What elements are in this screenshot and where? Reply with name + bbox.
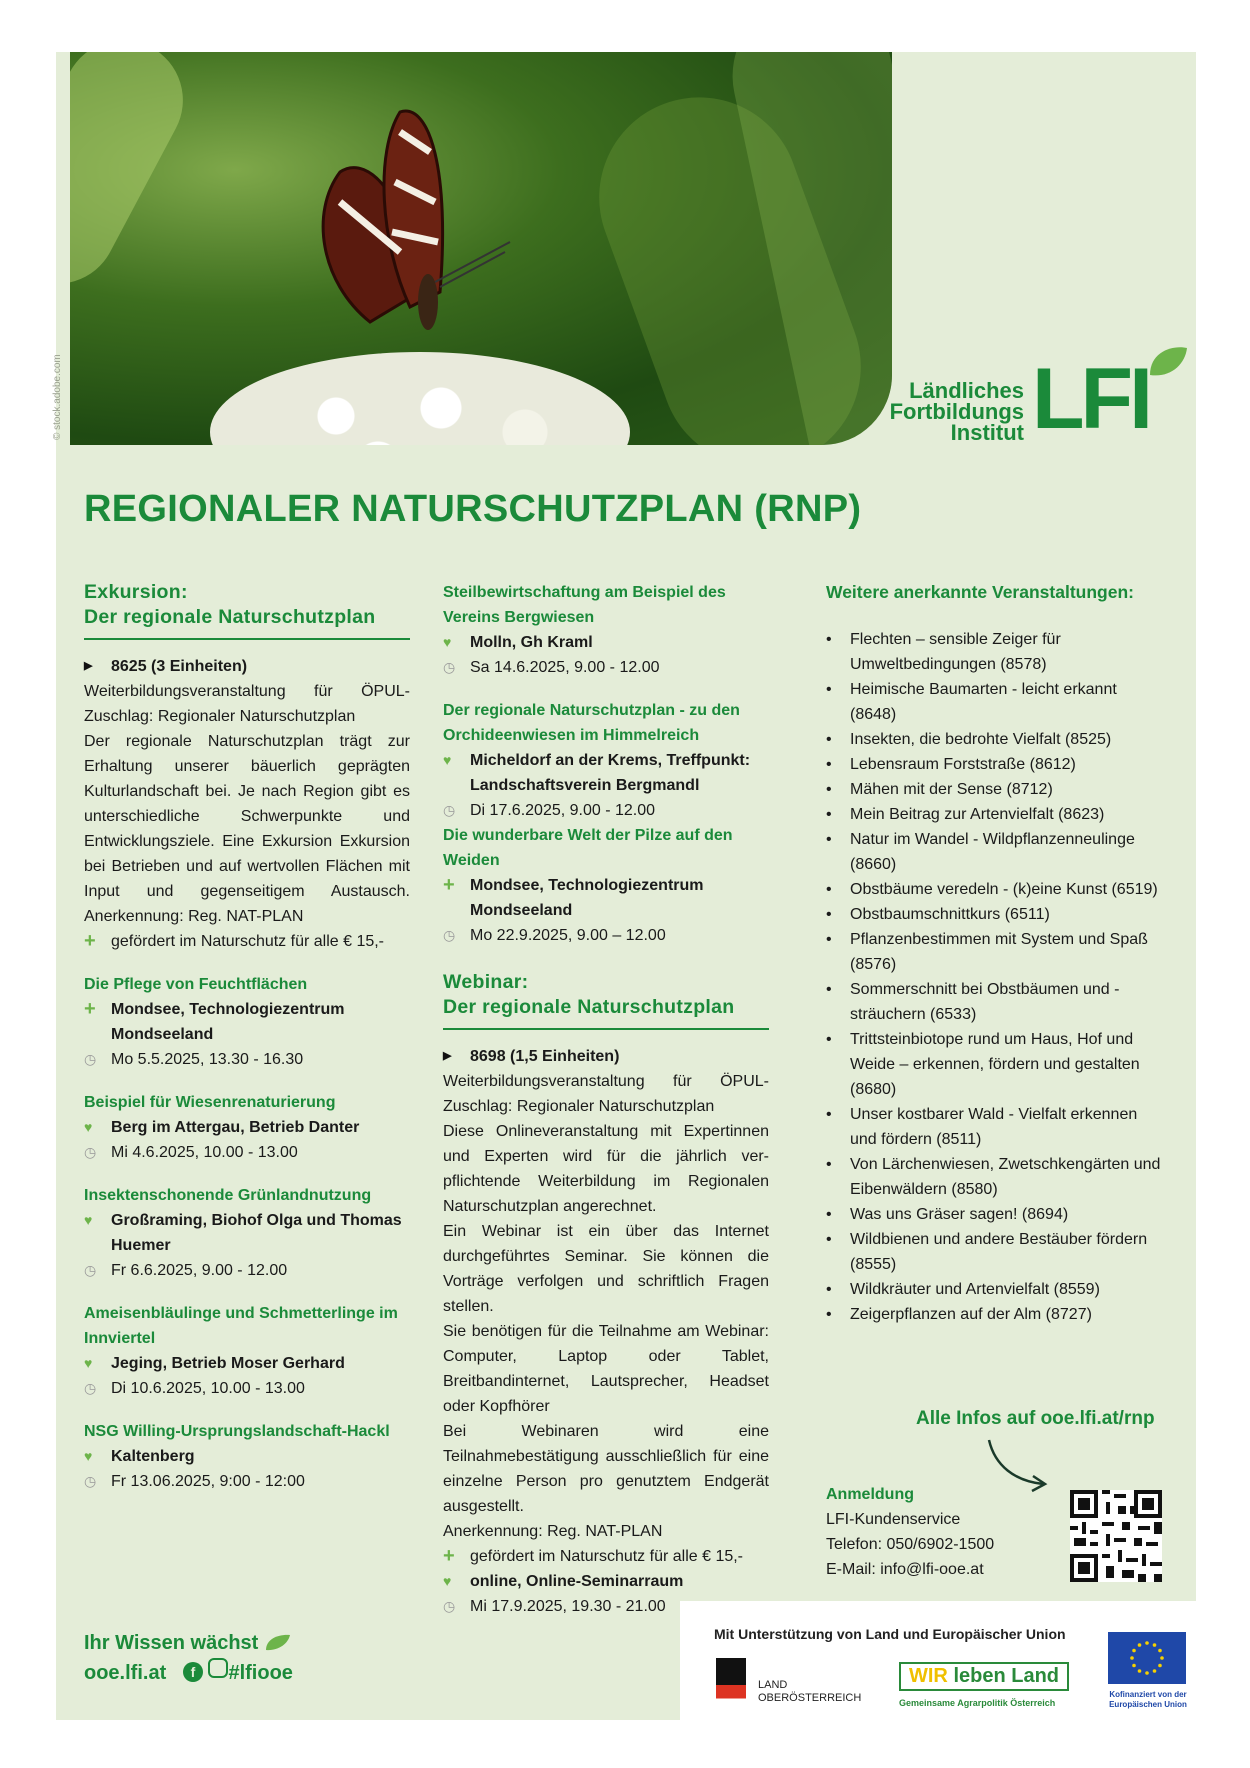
list-item: • Insekten, die bedrohte Vielfalt (8525) [826, 727, 1166, 752]
eu-star [1132, 1649, 1136, 1653]
footer-left [84, 1628, 293, 1688]
event-place: Mondsee, Technologiezentrum Mondseeland [470, 877, 704, 919]
list-item: • Was uns Gräser sagen! (8694) [826, 1202, 1166, 1227]
event-place: Jeging, Betrieb Moser Gerhard [111, 1355, 345, 1372]
event-place: Kaltenberg [111, 1448, 195, 1465]
registration-phone[interactable]: Telefon: 050/6902-1500 [826, 1536, 995, 1553]
lfi-logo [880, 350, 1180, 447]
pin-icon: ♥ [443, 1573, 452, 1589]
eu-funding-text: Kofinanziert von der Europäischen Union [1109, 1690, 1187, 1709]
plus-icon: + [443, 1545, 455, 1567]
clock-icon: ◷ [84, 1144, 97, 1160]
event-title: Die wunderbare Welt der Pilze auf den Weiden [443, 827, 733, 869]
list-item: • Trittsteinbiotope rund um Haus, Hof und Weide – erkennen, fördern und gestalten (8680) [826, 1027, 1166, 1102]
course-code: 8698 (1,5 Einheiten) [470, 1048, 620, 1065]
website-link[interactable]: ooe.lfi.at [84, 1662, 167, 1684]
eu-star [1153, 1643, 1157, 1647]
logo-line2: Fortbildungs [889, 399, 1024, 424]
clock-icon: ◷ [84, 1051, 97, 1067]
webinar-paragraph: Sie benötigen für die Teilnahme am Webinar: Computer, Laptop oder Tablet, Breitbandinternet, Lautsprecher, Headset oder Kopfhörer [443, 1323, 769, 1415]
eu-star [1132, 1664, 1136, 1668]
wir-subtitle: Gemeinsame Agrarpolitik Österreich [899, 1698, 1056, 1708]
list-item: • Zeigerpflanzen auf der Alm (8727) [826, 1302, 1166, 1327]
list-item: • Unser kostbarer Wald - Vielfalt erkennen und fördern (8511) [826, 1102, 1166, 1152]
event-title: Die Pflege von Feuchtflächen [84, 976, 308, 993]
event-place: Berg im Attergau, Betrieb Danter [111, 1119, 360, 1136]
list-item: • Obstbaumschnittkurs (6511) [826, 902, 1166, 927]
play-icon: ▶ [443, 1050, 452, 1062]
event-date: Fr 13.06.2025, 9:00 - 12:00 [111, 1473, 305, 1490]
plus-icon: + [84, 930, 96, 952]
play-icon: ▶ [84, 660, 93, 672]
list-item: • Wildbienen und andere Bestäuber fördern (8555) [826, 1227, 1166, 1277]
eu-star [1145, 1641, 1149, 1645]
clock-icon: ◷ [84, 1380, 97, 1396]
section-heading: Exkursion: Der regionale Naturschutzplan [84, 581, 376, 628]
pin-icon: ♥ [84, 1355, 93, 1371]
event-place: Micheldorf an der Krems, Treffpunkt: Landschaftsverein Bergmandl [470, 752, 751, 794]
webinar-paragraph: Diese Onlineveranstaltung mit Expertinnen und Experten wird für die jährlich ver-pflichtende Weiterbildung im Regionalen Naturschutzplan angerechnet. [443, 1123, 769, 1215]
plus-icon: + [443, 874, 455, 896]
course-intro: Weiterbildungsveranstaltung für ÖPUL-Zuschlag: Regionaler Naturschutzplan [84, 683, 410, 725]
list-item: • Natur im Wandel - Wildpflanzenneulinge (8660) [826, 827, 1166, 877]
webinar-paragraph: Anerkennung: Reg. NAT-PLAN [443, 1523, 663, 1540]
event-date: Mi 4.6.2025, 10.00 - 13.00 [111, 1144, 298, 1161]
social-handle[interactable]: #lfiooe [228, 1662, 293, 1684]
event-title: Steilbewirtschaftung am Beispiel des Vereins Bergwiesen [443, 584, 726, 626]
pin-icon: ♥ [443, 752, 452, 768]
registration-block [826, 1482, 994, 1582]
logo-line1: Ländliches [909, 378, 1024, 403]
registration-service: LFI-Kundenservice [826, 1511, 961, 1528]
event-list [826, 627, 1166, 1327]
eu-star [1145, 1671, 1149, 1675]
eu-star [1130, 1656, 1134, 1660]
eu-star [1138, 1643, 1142, 1647]
photo-credit: © stock.adobe.com [52, 354, 63, 440]
arrow-icon [985, 1436, 1055, 1496]
column-events-webinar [443, 580, 769, 1619]
clock-icon: ◷ [84, 1473, 97, 1489]
column-exkursion [84, 580, 410, 1494]
list-item: • Sommerschnitt bei Obstbäumen und -sträuchern (6533) [826, 977, 1166, 1027]
butterfly-icon [300, 92, 560, 372]
list-heading: Weitere anerkannte Veranstaltungen: [826, 582, 1134, 602]
event-date: Mo 22.9.2025, 9.00 – 12.00 [470, 927, 666, 944]
eu-star [1138, 1669, 1142, 1673]
clock-icon: ◷ [443, 802, 456, 818]
event-title: Insektenschonende Grünlandnutzung [84, 1187, 372, 1204]
wir-leben-land-logo: WIR leben Land [899, 1662, 1069, 1691]
divider [84, 638, 410, 640]
event-date: Sa 14.6.2025, 9.00 - 12.00 [470, 659, 660, 676]
eu-flag-icon [1108, 1632, 1186, 1684]
list-item: • Wildkräuter und Artenvielfalt (8559) [826, 1277, 1166, 1302]
ooe-crest-icon [716, 1658, 746, 1712]
slogan: Ihr Wissen wächst [84, 1632, 259, 1654]
land-ooe-logo: LAND OBERÖSTERREICH [758, 1679, 862, 1704]
support-text: Mit Unterstützung von Land und Europäischer Union [714, 1626, 1066, 1642]
course-code: 8625 (3 Einheiten) [111, 658, 248, 675]
list-item: • Obstbäume veredeln - (k)eine Kunst (6519) [826, 877, 1166, 902]
webinar-paragraph: Ein Webinar ist ein über das Internet durchgeführtes Seminar. Sie können die Vorträge verfolgen und schriftlich Fragen stellen. [443, 1223, 769, 1315]
list-item: • Von Lärchenwiesen, Zwetschkengärten und Eibenwäldern (8580) [826, 1152, 1166, 1202]
divider [443, 1028, 769, 1030]
event-place: Molln, Gh Kraml [470, 634, 593, 651]
course-description: Der regionale Naturschutzplan trägt zur Erhaltung unserer bäuerlich geprägten Kulturlandschaft bei. Je nach Region gibt es unterschiedliche Schwerpunkte und Entwicklungsziele. Eine Exkursion Exkursion bei Betrieben und auf wertvollen Flächen mit Input und gegenseitigem Austausch. Anerkennung: Reg. NAT-PLAN [84, 733, 410, 925]
clock-icon: ◷ [443, 1598, 456, 1614]
course-intro: Weiterbildungsveranstaltung für ÖPUL-Zuschlag: Regionaler Naturschutzplan [443, 1073, 769, 1115]
logo-line3: Institut [950, 420, 1024, 445]
lfi-mark: LFI [1032, 351, 1149, 447]
funding-text: gefördert im Naturschutz für alle € 15,- [470, 1548, 744, 1565]
list-item: • Pflanzenbestimmen mit System und Spaß (8576) [826, 927, 1166, 977]
leaf-icon [264, 1632, 292, 1652]
qr-code[interactable] [1070, 1490, 1162, 1582]
list-item: • Lebensraum Forststraße (8612) [826, 752, 1166, 777]
pin-icon: ♥ [84, 1212, 93, 1228]
pin-icon: ♥ [443, 634, 452, 650]
event-title: Der regionale Naturschutzplan - zu den Orchideenwiesen im Himmelreich [443, 702, 740, 744]
registration-label: Anmeldung [826, 1486, 914, 1503]
pin-icon: ♥ [84, 1448, 93, 1464]
clock-icon: ◷ [443, 927, 456, 943]
eu-star [1158, 1664, 1162, 1668]
clock-icon: ◷ [443, 659, 456, 675]
clock-icon: ◷ [84, 1262, 97, 1278]
event-place: Mondsee, Technologiezentrum Mondseeland [111, 1001, 345, 1043]
funding-text: gefördert im Naturschutz für alle € 15,- [111, 933, 385, 950]
eu-star [1160, 1656, 1164, 1660]
eu-star [1158, 1649, 1162, 1653]
butterfly-photo [70, 52, 892, 445]
eu-star [1153, 1669, 1157, 1673]
event-date: Di 10.6.2025, 10.00 - 13.00 [111, 1380, 305, 1397]
event-title: Ameisenbläulinge und Schmetterlinge im Innviertel [84, 1305, 398, 1347]
list-item: • Flechten – sensible Zeiger für Umweltbedingungen (8578) [826, 627, 1166, 677]
event-date: Mo 5.5.2025, 13.30 - 16.30 [111, 1051, 304, 1068]
event-title: NSG Willing-Ursprungslandschaft-Hackl [84, 1423, 390, 1440]
instagram-icon[interactable] [208, 1658, 228, 1678]
list-item: • Mähen mit der Sense (8712) [826, 777, 1166, 802]
registration-email[interactable]: E-Mail: info@lfi-ooe.at [826, 1561, 984, 1578]
event-date: Mi 17.9.2025, 19.30 - 21.00 [470, 1598, 666, 1615]
pin-icon: ♥ [84, 1119, 93, 1135]
event-place: Großraming, Biohof Olga und Thomas Huemer [111, 1212, 402, 1254]
leaf-icon [1145, 340, 1190, 380]
page-title: REGIONALER NATURSCHUTZPLAN (RNP) [84, 488, 862, 530]
event-date: Fr 6.6.2025, 9.00 - 12.00 [111, 1262, 288, 1279]
list-item: • Heimische Baumarten - leicht erkannt (8648) [826, 677, 1166, 727]
info-link[interactable]: Alle Infos auf ooe.lfi.at/rnp [916, 1408, 1155, 1429]
plus-icon: + [84, 998, 96, 1020]
event-title: Beispiel für Wiesenrenaturierung [84, 1094, 336, 1111]
section-heading: Webinar: Der regionale Naturschutzplan [443, 971, 735, 1018]
column-further-events [826, 580, 1166, 1327]
facebook-icon[interactable]: f [183, 1662, 203, 1682]
webinar-paragraph: Bei Webinaren wird eine Teilnahmebestätigung ausschließlich für eine einzelne Person pro genutztem Endgerät ausgestellt. [443, 1423, 769, 1515]
list-item: • Mein Beitrag zur Artenvielfalt (8623) [826, 802, 1166, 827]
event-date: Di 17.6.2025, 9.00 - 12.00 [470, 802, 656, 819]
event-place: online, Online-Seminarraum [470, 1573, 684, 1590]
